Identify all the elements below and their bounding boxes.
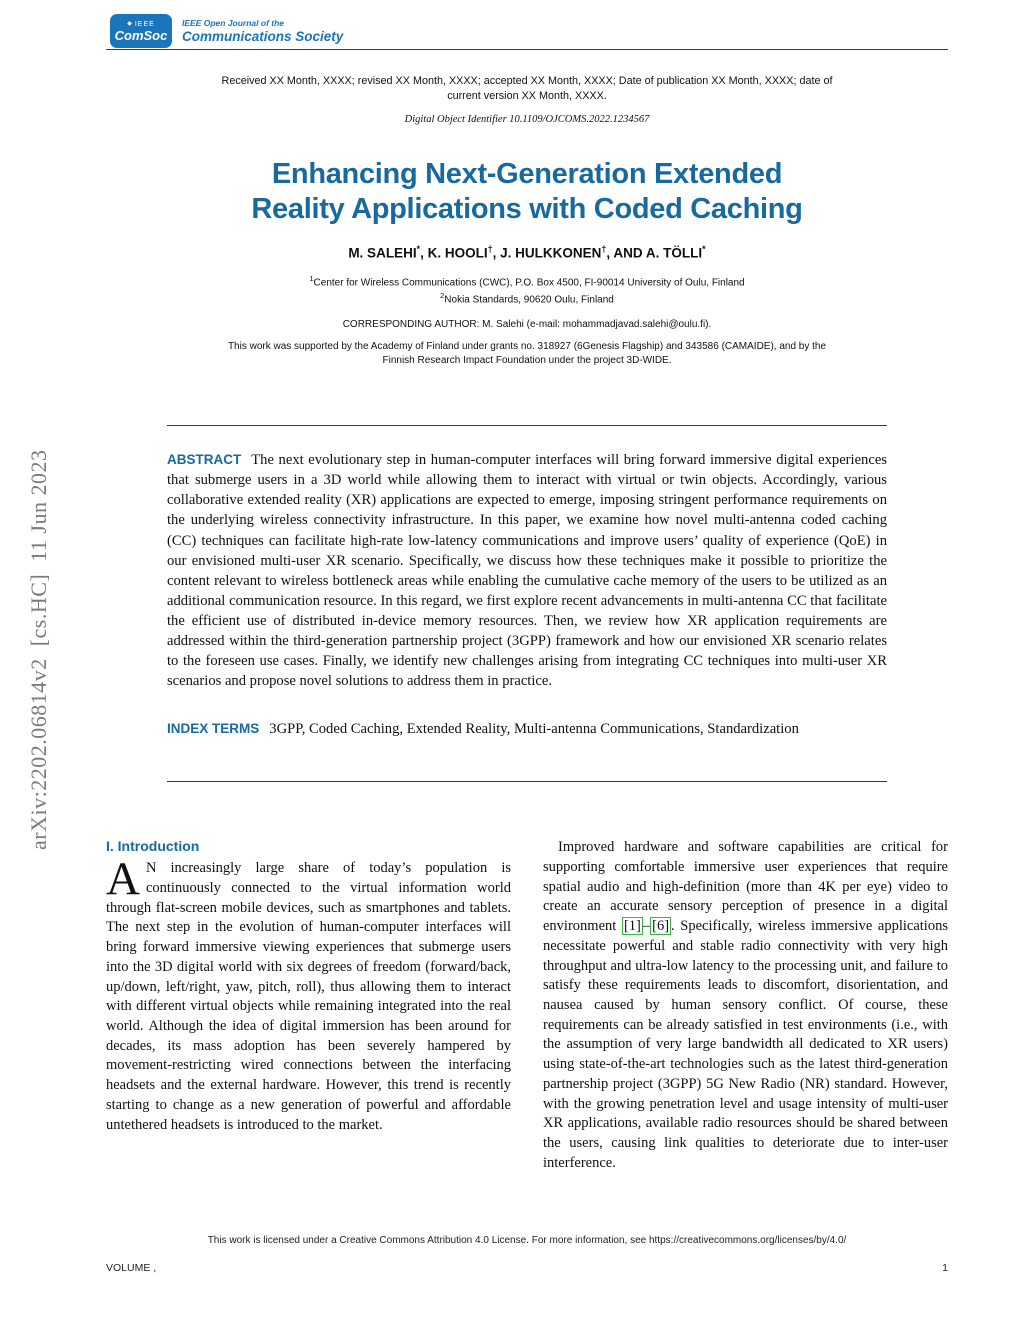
affiliation-2-mark: 2 [440, 291, 445, 301]
comsoc-logo-label: ComSoc [114, 27, 168, 43]
author-2: K. HOOLI [427, 245, 488, 261]
volume-label: VOLUME , [106, 1262, 157, 1274]
index-terms-paragraph [167, 719, 887, 739]
intro-paragraph-2 [543, 838, 948, 1173]
abstract-paragraph [167, 450, 887, 691]
paper-title [106, 157, 948, 227]
intro-paragraph-2-text-before: Improved hardware and software capabilities are critical for supporting comfortable immersive user experiences that require spatial audio and high-definition (more than 4K per eye) video to create an accurate sensory perception of presence in a digital environment [543, 839, 948, 935]
author-1: M. SALEHI [348, 245, 417, 261]
funding-note [106, 340, 948, 367]
journal-tagline: IEEE Open Journal of the [182, 18, 285, 28]
affiliation-1-mark: 1 [309, 273, 314, 283]
arxiv-watermark: arXiv:2202.06814v2 [cs.HC] 11 Jun 2023 [26, 449, 51, 851]
ieee-diamond-icon: ◆ [127, 21, 133, 27]
intro-paragraph-2-text-after: . Specifically, wireless immersive applications necessitate powerful and stable radio connectivity with very high throughput and ultra-low latency to the processing unit, and failure to satisfy these requirements leads to discomfort, disorientation, and nausea caused by human sensory conflict. Of course, these requirements can be already satisfied in test environments (i.e., with the assumption of very large bandwidth all dedicated to XR users) using state-of-the-art technologies such as the latest third-generation partnership project (3GPP) 5G New Radio (NR) standard. However, with the growing penetration level and usage intensity of multi-user XR applications, available radio resources should be shared between the users, causing link qualities to deteriorate due to inter-user interference. [543, 918, 948, 1171]
affiliation-2-text: Nokia Standards, 90620 Oulu, Finland [444, 294, 614, 306]
author-1-affmark: * [416, 244, 421, 254]
citation-link-1[interactable]: [1] [623, 918, 641, 935]
dropcap-letter: A [106, 853, 140, 906]
masthead-rule [106, 49, 948, 50]
page-footer [106, 1235, 948, 1274]
ieee-comsoc-logo [110, 14, 172, 48]
affiliation-1-text: Center for Wireless Communications (CWC), P.O. Box 4500, FI-90014 University of Oulu, Finland [313, 276, 745, 288]
author-4-affmark: * [702, 244, 706, 254]
abstract-label: ABSTRACT [167, 452, 242, 468]
masthead [106, 0, 948, 125]
affiliation-2 [106, 289, 948, 307]
received-line-1: Received XX Month, XXXX; revised XX Month, XXXX; accepted XX Month, XXXX; Date of publication XX Month, XXXX; date of [221, 75, 833, 87]
author-3-affmark: † [601, 244, 607, 254]
author-sep-2: , [492, 245, 501, 261]
corresponding-author: CORRESPONDING AUTHOR: M. Salehi (e-mail: mohammadjavad.salehi@oulu.fi). [342, 319, 712, 331]
abstract-text: The next evolutionary step in human-computer interfaces will bring forward immersive digital experiences that submerge users in a 3D world while allowing them to interact with virtual or twin objects. Accordingly, various collaborative extended reality (XR) applications are expected to emerge, imposing stringent performance requirements on the underlying wireless connectivity infrastructure. In this paper, we examine how novel multi-antenna coded caching (CC) techniques can facilitate high-rate low-latency communications and improve users’ quality of experience (QoE) in our envisioned multi-user XR scenario. Specifically, we discuss how these techniques make it possible to prioritize the content relevant to wireless bottleneck areas while enabling the cumulative cache memory of the users to be utilized as an additional communication resource. In this regard, we first explore recent advancements in multi-antenna CC that facilitate the efficient use of distributed in-device memory resources. Then, we review how XR application requirements are addressed within the third-generation partnership project (3GPP) framework and how our envisioned XR scenario relates to the foreseen use cases. Finally, we identify new challenges arising from integrating CC techniques into multi-user XR scenarios and propose novel solutions to address them in practice. [167, 452, 887, 690]
author-4: A. TÖLLI [645, 245, 703, 261]
abstract-bottom-rule [167, 781, 887, 782]
authors-line [106, 244, 948, 261]
received-dates [106, 74, 948, 103]
index-terms-text: 3GPP, Coded Caching, Extended Reality, Multi-antenna Communications, Standardization [269, 721, 799, 738]
journal-name [182, 18, 343, 44]
right-column [543, 838, 948, 1173]
doi-line: Digital Object Identifier 10.1109/OJCOMS.2022.1234567 [404, 114, 650, 125]
affiliations [106, 272, 948, 308]
paper-title-line-2: Reality Applications with Coded Caching [251, 193, 803, 225]
intro-paragraph-1-text: N increasingly large share of today’s population is continuously connected to the virtual information world through flat-screen mobile devices, such as smartphones and tablets. The next step in the evolution of human-computer interfaces will bring forward immersive viewing experiences that submerge users into the 3D digital world with six degrees of freedom (forward/back, up/down, left/right, yaw, pitch, roll), thus allowing them to interact with different virtual objects while remaining integrated into the real world. Although the idea of digital immersion has been around for decades, its mass adoption has been severely hampered by movement-restricting wired connections between the interfacing headsets and the external hardware. However, this trend is recently starting to change as a new generation of powerful and affordable untethered headsets is introduced to the market. [106, 860, 511, 1133]
section-heading-introduction: I. Introduction [106, 838, 200, 855]
footer-row [106, 1262, 948, 1274]
ieee-logo-label: IEEE [134, 20, 155, 28]
author-2-affmark: † [487, 244, 493, 254]
author-3: J. HULKKONEN [500, 245, 602, 261]
received-line-2: current version XX Month, XXXX. [447, 89, 607, 102]
index-terms-label: INDEX TERMS [167, 721, 260, 737]
ieee-logo-text [127, 21, 155, 28]
affiliation-1 [106, 272, 948, 290]
masthead-logo-row [106, 0, 948, 49]
license-note: This work is licensed under a Creative Commons Attribution 4.0 License. For more information, see https://creativecommons.org/licenses/by/4.0/ [207, 1235, 847, 1246]
author-sep-3: , AND [606, 245, 646, 261]
abstract-top-rule [167, 425, 887, 426]
author-sep-1: , [420, 245, 428, 261]
page-content [106, 0, 948, 1173]
body-columns [106, 838, 948, 1173]
citation-dash: – [642, 918, 651, 935]
page-number: 1 [942, 1262, 948, 1274]
abstract-block [167, 425, 887, 782]
citation-link-6[interactable]: [6] [652, 918, 670, 935]
journal-society: Communications Society [182, 29, 344, 44]
paper-title-line-1: Enhancing Next-Generation Extended [271, 158, 783, 190]
funding-line-2: Finnish Research Impact Foundation under the project 3D-WIDE. [382, 354, 672, 366]
funding-line-1: This work was supported by the Academy of Finland under grants no. 318927 (6Genesis Flagship) and 343586 (CAMAIDE), and by the [227, 341, 827, 353]
intro-paragraph-1 [106, 853, 511, 1135]
left-column [106, 838, 511, 1173]
